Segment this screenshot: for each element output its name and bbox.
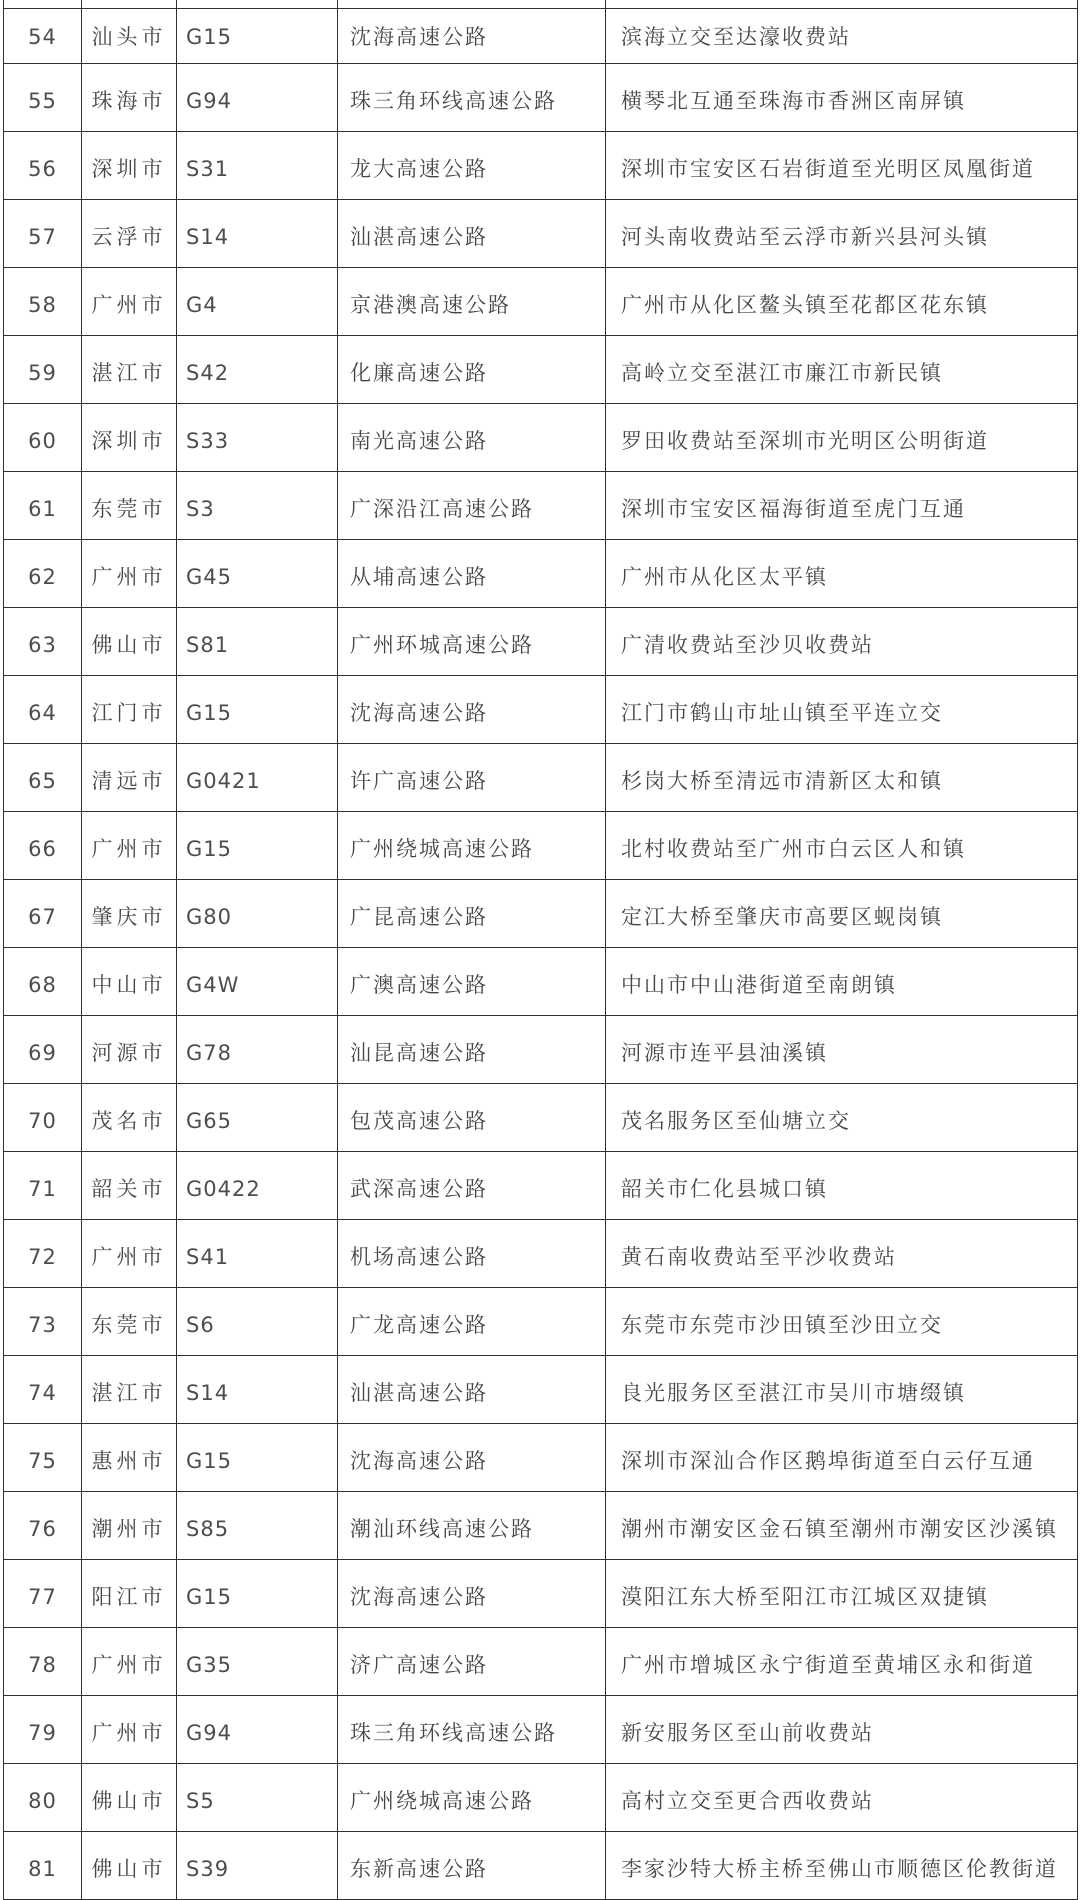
road-section-cell: 广州市增城区永宁街道至黄埔区永和街道 <box>606 1628 1078 1696</box>
city-cell: 湛江市 <box>82 336 177 404</box>
road-code-cell: G4 <box>177 268 338 336</box>
row-number-cell: 67 <box>4 880 82 948</box>
road-name-cell: 化廉高速公路 <box>338 336 606 404</box>
road-section-cell: 良光服务区至湛江市吴川市塘缀镇 <box>606 1356 1078 1424</box>
road-code-cell: S14 <box>177 1356 338 1424</box>
road-section-cell: 新安服务区至山前收费站 <box>606 1696 1078 1764</box>
table-row <box>4 1288 1078 1356</box>
row-number-cell: 68 <box>4 948 82 1016</box>
row-number-cell: 76 <box>4 1492 82 1560</box>
city-cell: 云浮市 <box>82 200 177 268</box>
road-name-cell: 龙大高速公路 <box>338 132 606 200</box>
road-code-cell: G15 <box>177 1560 338 1628</box>
road-code-cell: S31 <box>177 132 338 200</box>
row-number-cell: 58 <box>4 268 82 336</box>
road-name-cell <box>338 0 606 9</box>
city-cell: 惠州市 <box>82 1424 177 1492</box>
row-number-cell: 61 <box>4 472 82 540</box>
table-row <box>4 1152 1078 1220</box>
city-cell: 广州市 <box>82 1220 177 1288</box>
road-section-cell: 杉岗大桥至清远市清新区太和镇 <box>606 744 1078 812</box>
table-row <box>4 1492 1078 1560</box>
road-code-cell: S14 <box>177 200 338 268</box>
row-number-cell: 66 <box>4 812 82 880</box>
row-number-cell: 81 <box>4 1832 82 1900</box>
road-section-cell: 滨海立交至达濠收费站 <box>606 9 1078 64</box>
table-row <box>4 1560 1078 1628</box>
road-section-cell: 李家沙特大桥主桥至佛山市顺德区伦教街道 <box>606 1832 1078 1900</box>
road-section-cell: 韶关市仁化县城口镇 <box>606 1152 1078 1220</box>
city-cell: 阳江市 <box>82 1560 177 1628</box>
partial-top-row <box>4 0 1078 9</box>
row-number-cell: 57 <box>4 200 82 268</box>
row-number-cell: 75 <box>4 1424 82 1492</box>
road-name-cell: 广州绕城高速公路 <box>338 1764 606 1832</box>
table-row <box>4 404 1078 472</box>
road-name-cell: 济广高速公路 <box>338 1628 606 1696</box>
city-cell: 江门市 <box>82 676 177 744</box>
road-section-cell: 罗田收费站至深圳市光明区公明街道 <box>606 404 1078 472</box>
city-cell: 广州市 <box>82 268 177 336</box>
city-cell: 河源市 <box>82 1016 177 1084</box>
road-code-cell: G0421 <box>177 744 338 812</box>
road-section-cell: 潮州市潮安区金石镇至潮州市潮安区沙溪镇 <box>606 1492 1078 1560</box>
city-cell <box>82 0 177 9</box>
road-section-cell: 河头南收费站至云浮市新兴县河头镇 <box>606 200 1078 268</box>
road-code-cell: S33 <box>177 404 338 472</box>
highway-table-body <box>4 0 1078 1900</box>
road-code-cell <box>177 0 338 9</box>
city-cell: 潮州市 <box>82 1492 177 1560</box>
city-cell: 中山市 <box>82 948 177 1016</box>
road-section-cell: 广州市从化区太平镇 <box>606 540 1078 608</box>
row-number-cell: 60 <box>4 404 82 472</box>
road-name-cell: 沈海高速公路 <box>338 9 606 64</box>
table-row <box>4 1016 1078 1084</box>
road-name-cell: 机场高速公路 <box>338 1220 606 1288</box>
table-row <box>4 744 1078 812</box>
road-code-cell: G45 <box>177 540 338 608</box>
city-cell: 汕头市 <box>82 9 177 64</box>
table-row <box>4 268 1078 336</box>
city-cell: 广州市 <box>82 540 177 608</box>
road-name-cell: 南光高速公路 <box>338 404 606 472</box>
road-section-cell: 深圳市宝安区石岩街道至光明区凤凰街道 <box>606 132 1078 200</box>
city-cell: 清远市 <box>82 744 177 812</box>
road-name-cell: 广昆高速公路 <box>338 880 606 948</box>
road-name-cell: 京港澳高速公路 <box>338 268 606 336</box>
road-code-cell: S3 <box>177 472 338 540</box>
road-code-cell: G4W <box>177 948 338 1016</box>
city-cell: 东莞市 <box>82 1288 177 1356</box>
road-name-cell: 潮汕环线高速公路 <box>338 1492 606 1560</box>
row-number-cell <box>4 0 82 9</box>
road-name-cell: 许广高速公路 <box>338 744 606 812</box>
road-name-cell: 汕湛高速公路 <box>338 1356 606 1424</box>
road-section-cell: 高村立交至更合西收费站 <box>606 1764 1078 1832</box>
row-number-cell: 80 <box>4 1764 82 1832</box>
table-row <box>4 948 1078 1016</box>
city-cell: 茂名市 <box>82 1084 177 1152</box>
city-cell: 肇庆市 <box>82 880 177 948</box>
road-code-cell: S41 <box>177 1220 338 1288</box>
row-number-cell: 78 <box>4 1628 82 1696</box>
road-code-cell: S81 <box>177 608 338 676</box>
road-code-cell: G78 <box>177 1016 338 1084</box>
row-number-cell: 70 <box>4 1084 82 1152</box>
road-section-cell: 北村收费站至广州市白云区人和镇 <box>606 812 1078 880</box>
table-row <box>4 200 1078 268</box>
road-code-cell: S6 <box>177 1288 338 1356</box>
city-cell: 佛山市 <box>82 1832 177 1900</box>
city-cell: 广州市 <box>82 1628 177 1696</box>
city-cell: 珠海市 <box>82 64 177 132</box>
road-name-cell: 从埔高速公路 <box>338 540 606 608</box>
road-section-cell: 黄石南收费站至平沙收费站 <box>606 1220 1078 1288</box>
road-name-cell: 广深沿江高速公路 <box>338 472 606 540</box>
road-section-cell: 广清收费站至沙贝收费站 <box>606 608 1078 676</box>
city-cell: 佛山市 <box>82 1764 177 1832</box>
table-row <box>4 608 1078 676</box>
table-row <box>4 1832 1078 1900</box>
road-code-cell: G35 <box>177 1628 338 1696</box>
road-code-cell: G15 <box>177 9 338 64</box>
row-number-cell: 73 <box>4 1288 82 1356</box>
road-name-cell: 广州环城高速公路 <box>338 608 606 676</box>
row-number-cell: 72 <box>4 1220 82 1288</box>
row-number-cell: 77 <box>4 1560 82 1628</box>
row-number-cell: 56 <box>4 132 82 200</box>
table-row <box>4 1628 1078 1696</box>
road-section-cell: 漠阳江东大桥至阳江市江城区双捷镇 <box>606 1560 1078 1628</box>
road-section-cell: 横琴北互通至珠海市香洲区南屏镇 <box>606 64 1078 132</box>
road-name-cell: 沈海高速公路 <box>338 1560 606 1628</box>
table-row <box>4 336 1078 404</box>
city-cell: 东莞市 <box>82 472 177 540</box>
row-number-cell: 64 <box>4 676 82 744</box>
table-row <box>4 812 1078 880</box>
table-row <box>4 1356 1078 1424</box>
row-number-cell: 71 <box>4 1152 82 1220</box>
table-row <box>4 676 1078 744</box>
row-number-cell: 69 <box>4 1016 82 1084</box>
road-name-cell: 广龙高速公路 <box>338 1288 606 1356</box>
road-name-cell: 珠三角环线高速公路 <box>338 64 606 132</box>
highway-list-document <box>3 0 1077 1900</box>
road-code-cell: G15 <box>177 676 338 744</box>
road-name-cell: 广澳高速公路 <box>338 948 606 1016</box>
road-section-cell: 高岭立交至湛江市廉江市新民镇 <box>606 336 1078 404</box>
road-code-cell: G15 <box>177 1424 338 1492</box>
row-number-cell: 79 <box>4 1696 82 1764</box>
table-row <box>4 1424 1078 1492</box>
road-code-cell: G65 <box>177 1084 338 1152</box>
row-number-cell: 55 <box>4 64 82 132</box>
road-name-cell: 汕湛高速公路 <box>338 200 606 268</box>
road-name-cell: 沈海高速公路 <box>338 676 606 744</box>
road-name-cell: 汕昆高速公路 <box>338 1016 606 1084</box>
city-cell: 广州市 <box>82 812 177 880</box>
road-section-cell: 广州市从化区鳌头镇至花都区花东镇 <box>606 268 1078 336</box>
road-section-cell: 江门市鹤山市址山镇至平连立交 <box>606 676 1078 744</box>
road-code-cell: G15 <box>177 812 338 880</box>
city-cell: 韶关市 <box>82 1152 177 1220</box>
city-cell: 广州市 <box>82 1696 177 1764</box>
row-number-cell: 54 <box>4 9 82 64</box>
row-number-cell: 74 <box>4 1356 82 1424</box>
table-row <box>4 132 1078 200</box>
table-row <box>4 472 1078 540</box>
row-number-cell: 65 <box>4 744 82 812</box>
table-row <box>4 540 1078 608</box>
city-cell: 深圳市 <box>82 132 177 200</box>
road-code-cell: S39 <box>177 1832 338 1900</box>
road-code-cell: G94 <box>177 1696 338 1764</box>
road-name-cell: 包茂高速公路 <box>338 1084 606 1152</box>
row-number-cell: 59 <box>4 336 82 404</box>
road-code-cell: S85 <box>177 1492 338 1560</box>
row-number-cell: 63 <box>4 608 82 676</box>
highway-table <box>3 0 1078 1900</box>
road-section-cell: 深圳市宝安区福海街道至虎门互通 <box>606 472 1078 540</box>
table-row <box>4 880 1078 948</box>
city-cell: 佛山市 <box>82 608 177 676</box>
road-name-cell: 沈海高速公路 <box>338 1424 606 1492</box>
road-section-cell: 茂名服务区至仙塘立交 <box>606 1084 1078 1152</box>
road-name-cell: 东新高速公路 <box>338 1832 606 1900</box>
road-code-cell: G80 <box>177 880 338 948</box>
road-section-cell: 东莞市东莞市沙田镇至沙田立交 <box>606 1288 1078 1356</box>
road-code-cell: S42 <box>177 336 338 404</box>
table-row <box>4 9 1078 64</box>
road-code-cell: G94 <box>177 64 338 132</box>
road-section-cell <box>606 0 1078 9</box>
road-code-cell: S5 <box>177 1764 338 1832</box>
city-cell: 湛江市 <box>82 1356 177 1424</box>
table-row <box>4 1764 1078 1832</box>
road-section-cell: 深圳市深汕合作区鹅埠街道至白云仔互通 <box>606 1424 1078 1492</box>
road-name-cell: 珠三角环线高速公路 <box>338 1696 606 1764</box>
city-cell: 深圳市 <box>82 404 177 472</box>
table-row <box>4 1696 1078 1764</box>
road-name-cell: 武深高速公路 <box>338 1152 606 1220</box>
road-section-cell: 定江大桥至肇庆市高要区蚬岗镇 <box>606 880 1078 948</box>
table-row <box>4 1084 1078 1152</box>
road-section-cell: 中山市中山港街道至南朗镇 <box>606 948 1078 1016</box>
road-code-cell: G0422 <box>177 1152 338 1220</box>
table-row <box>4 1220 1078 1288</box>
row-number-cell: 62 <box>4 540 82 608</box>
table-row <box>4 64 1078 132</box>
road-name-cell: 广州绕城高速公路 <box>338 812 606 880</box>
road-section-cell: 河源市连平县油溪镇 <box>606 1016 1078 1084</box>
